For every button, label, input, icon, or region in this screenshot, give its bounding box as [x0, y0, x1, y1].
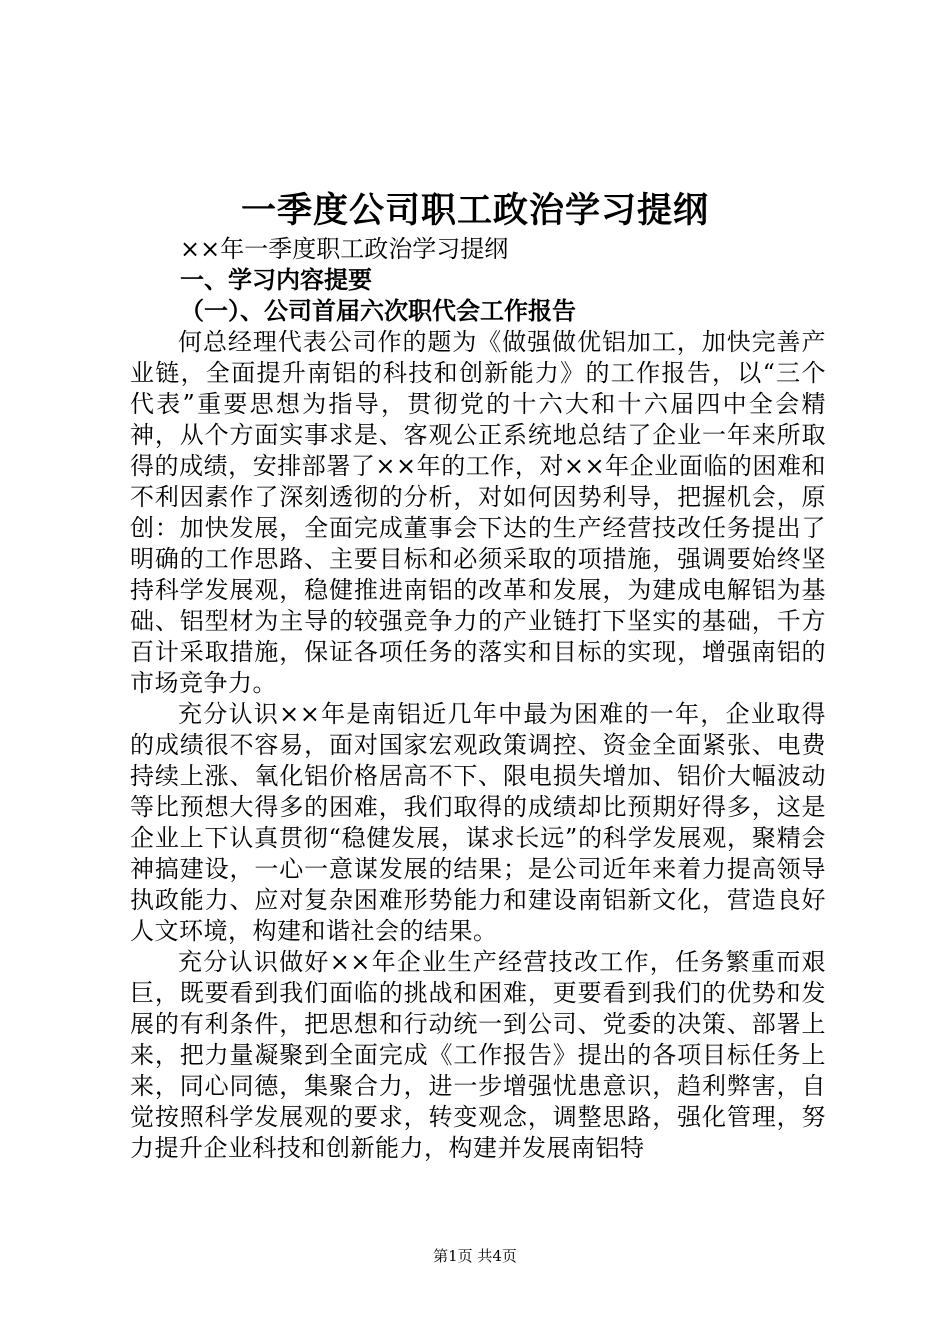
document-subtitle: ××年一季度职工政治学习提纲: [180, 235, 509, 263]
paragraph: 充分认识做好××年企业生产经营技改工作，任务繁重而艰巨，既要看到我们面临的挑战和困难，更要看到我们的优势和发展的有利条件，把思想和行动统一到公司、党委的决策、部署上来，把力量凝聚到全面完成《工作报告》提出的各项目标任务上来，同心同德，集聚合力，进一步增强忧患意识，趋利弊害，自觉按照科学发展观的要求，转变观念，调整思路，强化管理，努力提升企业科技和创新能力，构建并发展南铝特: [130, 948, 826, 1162]
subsection-heading: （一）、公司首届六次职代会工作报告: [180, 297, 576, 325]
document-body: [130, 234, 826, 1164]
section-heading: 一、学习内容提要: [180, 266, 372, 294]
paragraph: 充分认识××年是南铝近几年中最为困难的一年，企业取得的成绩很不容易，面对国家宏观政策调控、资金全面紧张、电费持续上涨、氧化铝价格居高不下、限电损失增加、铝价大幅波动等比预想大得多的困难，我们取得的成绩却比预期好得多，这是企业上下认真贯彻“稳健发展，谋求长远”的科学发展观，聚精会神搞建设，一心一意谋发展的结果；是公司近年来着力提高领导执政能力、应对复杂困难形势能力和建设南铝新文化，营造良好人文环境，构建和谐社会的结果。: [130, 700, 826, 945]
paragraph: 何总经理代表公司作的题为《做强做优铝加工，加快完善产业链，全面提升南铝的科技和创新能力》的工作报告，以“三个代表”重要思想为指导，贯彻党的十六大和十六届四中全会精神，从个方面实事求是、客观公正系统地总结了企业一年来所取得的成绩，安排部署了××年的工作，对××年企业面临的困难和不利因素作了深刻透彻的分析，对如何因势利导，把握机会，原创：加快发展，全面完成董事会下达的生产经营技改任务提出了明确的工作思路、主要目标和必须采取的项措施，强调要始终坚持科学发展观，稳健推进南铝的改革和发展，为建成电解铝为基础、铝型材为主导的较强竞争力的产业链打下坚实的基础，千方百计采取措施，保证各项任务的落实和目标的实现，增强南铝的市场竞争力。: [130, 328, 826, 697]
document-title: 一季度公司职工政治学习提纲: [240, 190, 709, 231]
page-footer: 第1页 共4页: [433, 1247, 517, 1265]
